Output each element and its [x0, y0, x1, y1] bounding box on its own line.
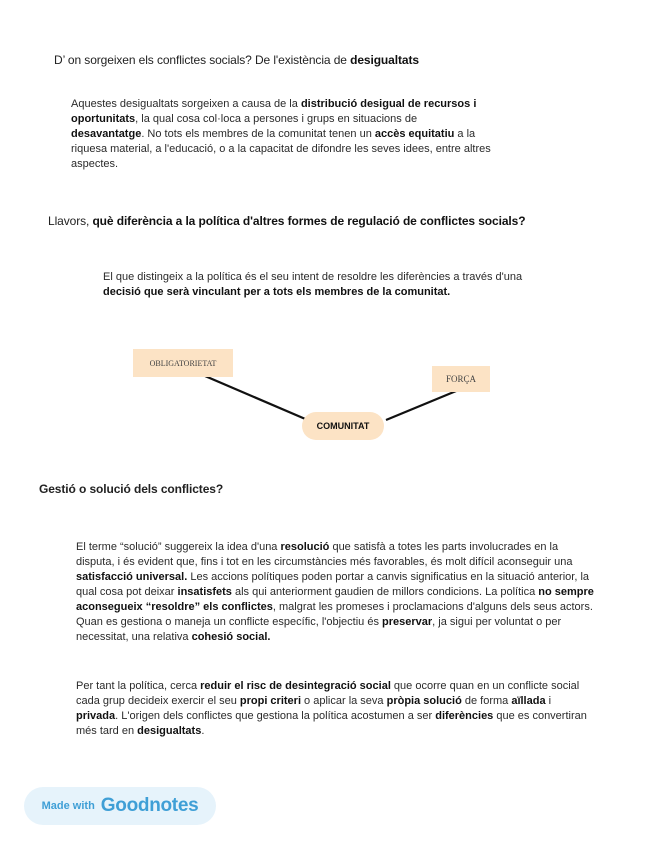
paragraph-inequalities: Aquestes desigualtats sorgeixen a causa de la distribució desigual de recursos i oportunitats, la qual cosa col·loca a persones i grups en situacions de desavantatge. No tots els membres de la comunitat tenen un accès equitatiu a la riquesa material, a l'educació, o a la capacitat de difondre les seves idees, entre altres aspectes. [71, 98, 491, 170]
heading-question-difference: Llavors, què diferència a la política d'altres formes de regulació de conflictes socials? [48, 214, 526, 228]
badge-brand-logo: Goodnotes [100, 795, 199, 816]
paragraph-solution: El terme “solució” suggereix la idea d'una resolució que satisfà a totes les parts involucrades en la disputa, i és evident que, fins i tot en les circumstàncies més favorables, és molt difícil aconseguir una satisfacció universal. Les accions polítiques poden portar a canvis significatius en la situació anterior, la qual cosa pot deixar insatisfets als qui anteriorment gaudien de millors condicions. La política no sempre aconsegueix “resoldre” els conflictes, malgrat les promeses i proclamacions d'alguns dels seus actors. Quan es gestiona o maneja un conflicte específic, l'objectiu és preservar, ja sigui per voluntat o per necessitat, una relativa cohesió social. [76, 541, 594, 643]
diagram-box-comunitat: COMUNITAT [302, 412, 384, 440]
made-with-goodnotes-badge[interactable] [24, 787, 216, 825]
diagram-box-forca: FORÇA [432, 366, 490, 392]
badge-made-with-text: Made with [41, 800, 95, 812]
heading-question-origin: D’ on sorgeixen els conflictes socials? De l'existència de desigualtats [54, 53, 419, 67]
paragraph-politics-purpose: Per tant la política, cerca reduir el risc de desintegració social que ocorre quan en un conflicte social cada grup decideix exercir el seu propi criteri o aplicar la seva pròpia solució de forma aïllada i privada. L'origen dels conflictes que gestiona la política acostumen a ser diferències que es convertiran més tard en desigualtats. [76, 680, 587, 737]
connector-line-left [205, 376, 310, 421]
heading-question-management: Gestió o solució dels conflictes? [39, 482, 224, 496]
paragraph-politics-distinction: El que distingeix a la política és el seu intent de resoldre les diferències a través d'una decisió que serà vinculant per a tots els membres de la comunitat. [103, 271, 523, 298]
diagram-box-obligatorietat: OBLIGATORIETAT [133, 349, 233, 377]
connector-line-right [386, 389, 461, 420]
